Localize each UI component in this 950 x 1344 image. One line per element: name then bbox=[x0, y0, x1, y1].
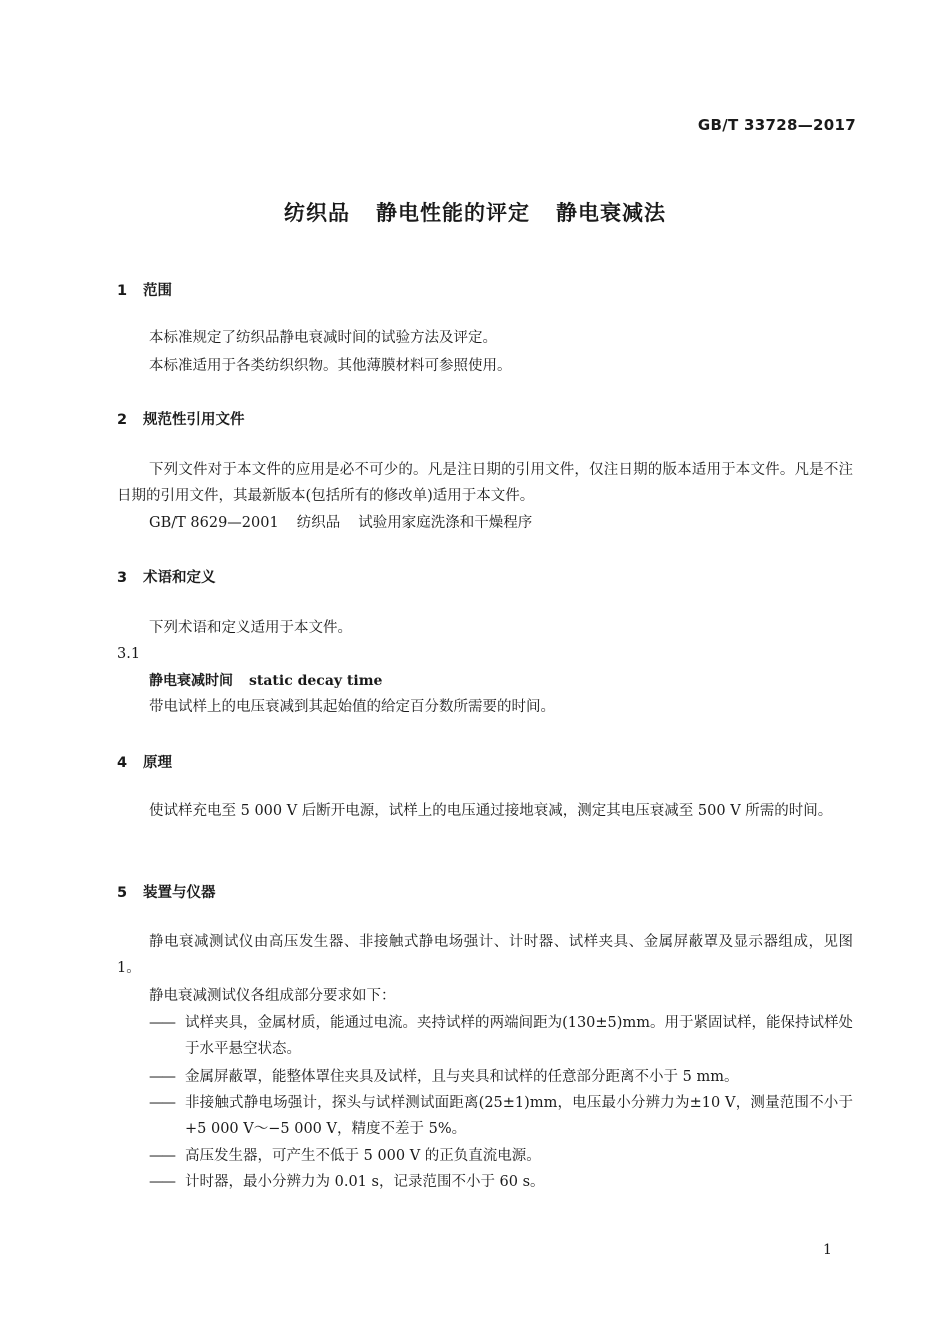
section-2-heading bbox=[117, 408, 245, 429]
page-number: 1 bbox=[823, 1242, 832, 1258]
requirement-item-text: 非接触式静电场强计，探头与试样测试面距离(25±1)mm，电压最小分辨力为±10 V，测量范围不小于+5 000 V～−5 000 V，精度不差于 5%。 bbox=[185, 1095, 853, 1137]
requirement-item-text: 高压发生器，可产生不低于 5 000 V 的正负直流电源。 bbox=[185, 1148, 541, 1164]
section-5-heading bbox=[117, 881, 216, 902]
section-1-paragraph-1: 本标准规定了纺织品静电衰减时间的试验方法及评定。 bbox=[149, 330, 497, 346]
section-5-title: 装置与仪器 bbox=[143, 885, 216, 901]
section-4-number: 4 bbox=[117, 755, 128, 771]
section-5-paragraph-2: 静电衰减测试仪各组成部分要求如下： bbox=[149, 988, 396, 1004]
section-3-number: 3 bbox=[117, 570, 128, 586]
requirement-item bbox=[149, 1090, 853, 1142]
section-4-paragraph-1: 使试样充电至 5 000 V 后断开电源，试样上的电压通过接地衰减，测定其电压衰减至 500 V 所需的时间。 bbox=[149, 803, 833, 819]
reference-code: GB/T 8629—2001 bbox=[149, 515, 279, 531]
term-definition: 带电试样上的电压衰减到其起始值的给定百分数所需要的时间。 bbox=[149, 699, 555, 715]
term-number: 3.1 bbox=[117, 646, 141, 662]
dash-mark: —— bbox=[149, 1148, 174, 1164]
section-4-heading bbox=[117, 751, 172, 772]
section-5-number: 5 bbox=[117, 885, 128, 901]
title-part-3: 静电衰减法 bbox=[556, 201, 666, 225]
section-1-number: 1 bbox=[117, 283, 128, 299]
document-title bbox=[0, 197, 950, 227]
term-heading bbox=[149, 668, 382, 694]
requirement-item bbox=[149, 1169, 853, 1195]
section-3-title: 术语和定义 bbox=[143, 570, 216, 586]
dash-mark: —— bbox=[149, 1015, 174, 1031]
requirement-item bbox=[149, 1064, 853, 1090]
section-1-title: 范围 bbox=[143, 283, 172, 299]
section-5-paragraph-1: 静电衰减测试仪由高压发生器、非接触式静电场强计、计时器、试样夹具、金属屏蔽罩及显示器组成，见图 1。 bbox=[117, 934, 853, 976]
section-3-paragraph-1: 下列术语和定义适用于本文件。 bbox=[149, 620, 352, 636]
section-4-title: 原理 bbox=[143, 755, 172, 771]
term-english: static decay time bbox=[249, 673, 383, 689]
requirement-item-text: 计时器，最小分辨力为 0.01 s，记录范围不小于 60 s。 bbox=[185, 1174, 545, 1190]
standard-code: GB/T 33728—2017 bbox=[697, 116, 856, 134]
title-part-1: 纺织品 bbox=[284, 201, 350, 225]
section-2-number: 2 bbox=[117, 412, 128, 428]
section-1-paragraph-2: 本标准适用于各类纺织织物。其他薄膜材料可参照使用。 bbox=[149, 358, 512, 374]
requirement-item bbox=[149, 1010, 853, 1062]
requirement-item-text: 试样夹具，金属材质，能通过电流。夹持试样的两端间距为(130±5)mm。用于紧固试样，能保持试样处于水平悬空状态。 bbox=[185, 1015, 853, 1057]
section-3-heading bbox=[117, 566, 216, 587]
requirement-item bbox=[149, 1143, 853, 1169]
requirement-item-text: 金属屏蔽罩，能整体罩住夹具及试样，且与夹具和试样的任意部分距离不小于 5 mm。 bbox=[185, 1069, 739, 1085]
normative-reference bbox=[149, 510, 532, 536]
dash-mark: —— bbox=[149, 1069, 174, 1085]
dash-mark: —— bbox=[149, 1174, 174, 1190]
section-2-title: 规范性引用文件 bbox=[143, 412, 245, 428]
reference-title-a: 纺织品 bbox=[296, 515, 341, 531]
title-part-2: 静电性能的评定 bbox=[376, 201, 530, 225]
section-2-paragraph-1: 下列文件对于本文件的应用是必不可少的。凡是注日期的引用文件，仅注日期的版本适用于本文件。凡是不注日期的引用文件，其最新版本(包括所有的修改单)适用于本文件。 bbox=[117, 462, 853, 504]
reference-title-b: 试验用家庭洗涤和干燥程序 bbox=[358, 515, 533, 531]
dash-mark: —— bbox=[149, 1095, 174, 1111]
section-1-heading bbox=[117, 279, 172, 300]
term-chinese: 静电衰减时间 bbox=[149, 673, 233, 689]
